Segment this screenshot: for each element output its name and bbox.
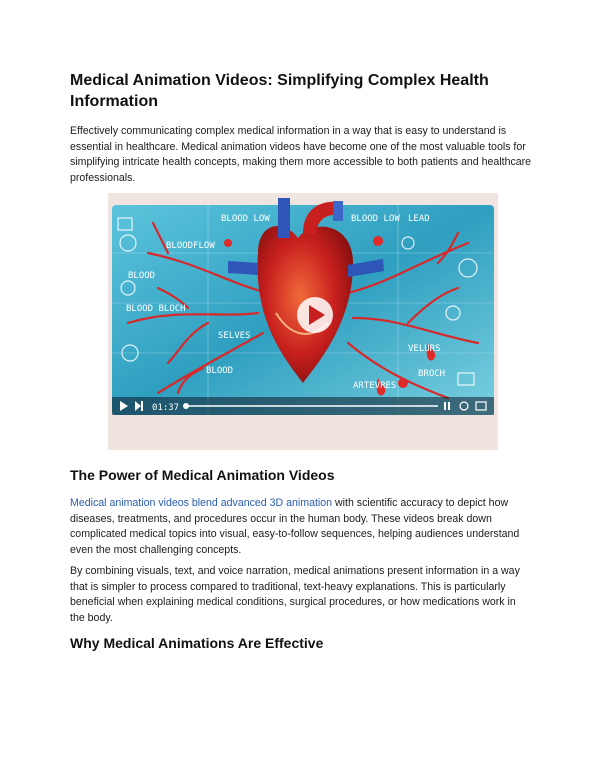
label-selves: SELVES xyxy=(218,331,251,341)
paragraph-power-text: with scientific accuracy to depict how diseases, treatments, and procedures occur in the human body. These videos break down complicated medical topics into visual, easy-to-follow sequences, helping audiences understand even the most challenging concepts. xyxy=(70,497,520,556)
video-frame xyxy=(108,193,498,450)
label-bloodflow: BLOODFLOW xyxy=(166,241,215,251)
progress-handle[interactable] xyxy=(183,403,189,409)
label-broch: BROCH xyxy=(418,369,446,379)
label-blood-right: BLOOD LOW xyxy=(351,214,400,224)
page-title: Medical Animation Videos: Simplifying Complex Health Information xyxy=(70,72,489,110)
label-blood-bloch: BLOOD BLOCH xyxy=(126,304,186,314)
label-lead: LEAD xyxy=(408,214,430,224)
label-blood-bottom: BLOOD xyxy=(206,366,234,376)
video-timestamp: 01:37 xyxy=(152,403,180,413)
label-velurs: VELURS xyxy=(408,344,441,354)
label-blood-left: BLOOD xyxy=(128,271,156,281)
animation-link[interactable]: Medical animation videos blend advanced 3D animation xyxy=(70,497,333,509)
pause-icon[interactable] xyxy=(444,402,446,410)
label-artevres: ARTEVRES xyxy=(353,381,397,391)
heart-animation-video[interactable] xyxy=(108,193,498,450)
section-heading-power: The Power of Medical Animation Videos xyxy=(70,467,335,483)
section-heading-why: Why Medical Animations Are Effective xyxy=(70,635,324,651)
paragraph-power xyxy=(70,496,532,558)
paragraph-combining: By combining visuals, text, and voice narration, medical animations present information in a way that is simpler to process compared to traditional, text-heavy explanations. This is particularly beneficial when explaining medical conditions, surgical procedures, or how medications work in the body. xyxy=(70,565,520,624)
label-blood-low: BLOOD LOW xyxy=(221,214,270,224)
intro-paragraph: Effectively communicating complex medical information in a way that is easy to understand is essential in healthcare. Medical animation videos have become one of the most valuable tools for simplifying intricate health concepts, making them more accessible to both patients and healthcare professionals. xyxy=(70,125,532,184)
play-button[interactable] xyxy=(297,297,333,333)
